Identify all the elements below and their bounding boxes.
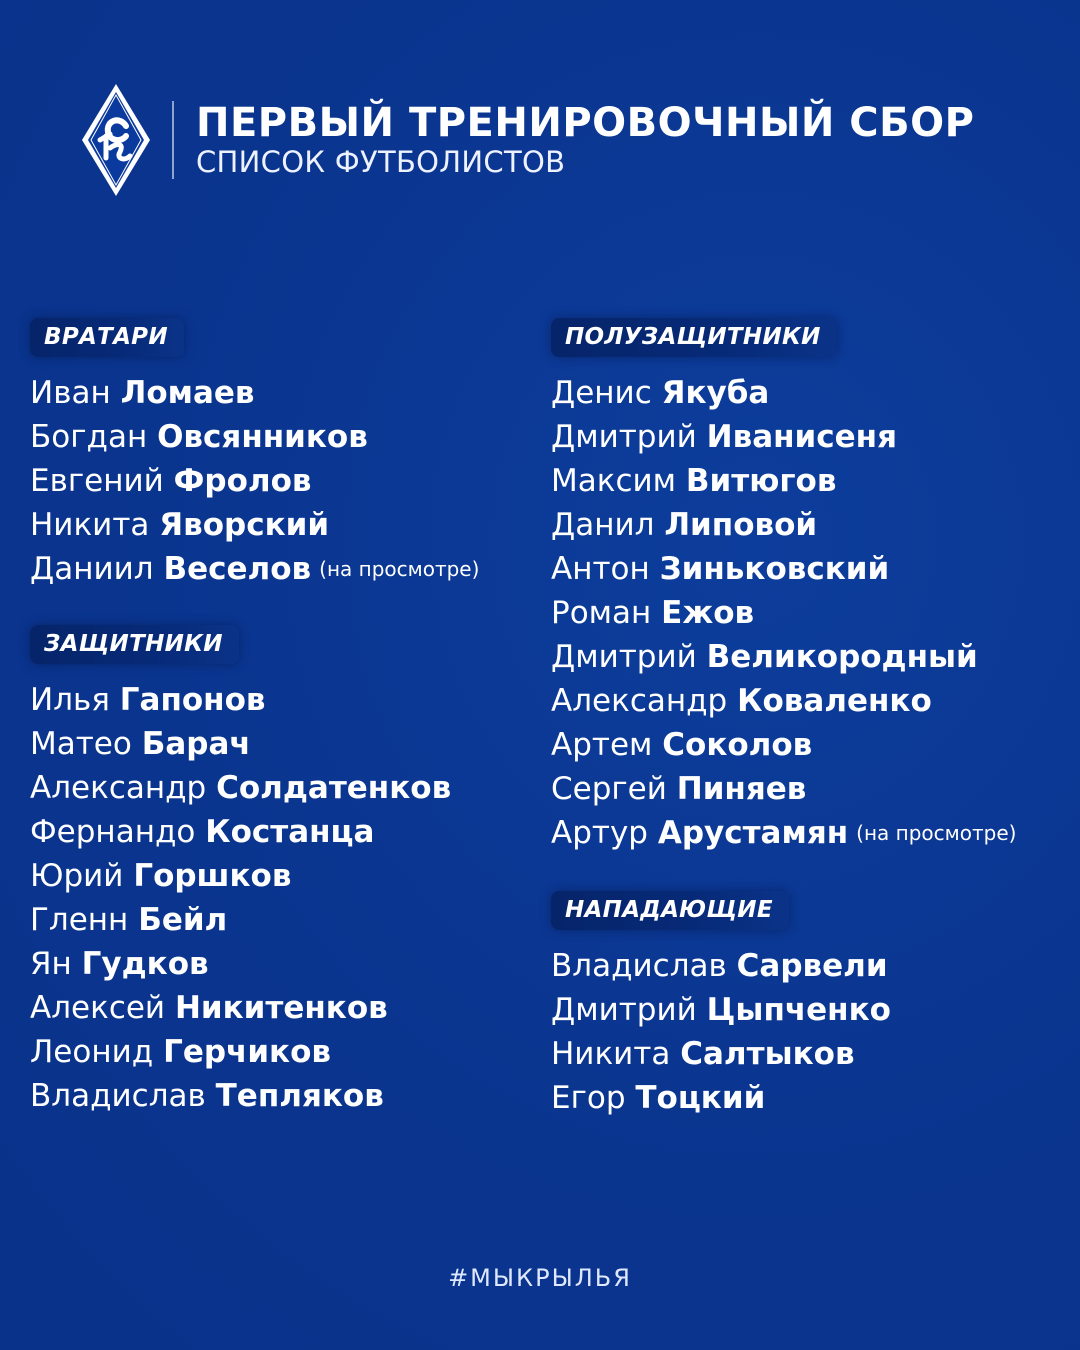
- player-row: Никита Салтыков: [551, 1036, 855, 1072]
- trial-note: (на просмотре): [319, 557, 480, 581]
- left-column: [30, 318, 479, 1118]
- player-row: Егор Тоцкий: [551, 1080, 766, 1116]
- player-row: Роман Ежов: [551, 595, 755, 631]
- player-row: Богдан Овсянников: [30, 419, 368, 455]
- player-row: Юрий Горшков: [30, 858, 292, 894]
- player-row: Александр Солдатенков: [30, 770, 452, 806]
- player-row: Иван Ломаев: [30, 375, 255, 411]
- section-forwards: [551, 891, 1016, 1120]
- section-badge-forwards: НАПАДАЮЩИЕ: [551, 891, 789, 930]
- player-row: Матео Барач: [30, 726, 251, 762]
- player-row: Алексей Никитенков: [30, 990, 388, 1026]
- player-row: Максим Витюгов: [551, 463, 837, 499]
- right-column: [551, 318, 1016, 1120]
- section-badge-defenders: ЗАЩИТНИКИ: [30, 625, 239, 664]
- player-row: Денис Якуба: [551, 375, 770, 411]
- goalkeepers-list: [30, 371, 479, 591]
- section-midfielders: [551, 318, 1016, 855]
- player-row: Артур Арустамян (на просмотре): [551, 815, 1017, 851]
- player-row: Дмитрий Цыпченко: [551, 992, 891, 1028]
- trial-note: (на просмотре): [856, 821, 1017, 845]
- section-goalkeepers: [30, 318, 479, 591]
- player-row: Данил Липовой: [551, 507, 818, 543]
- footer-hashtag: #МЫКРЫЛЬЯ: [448, 1264, 632, 1292]
- midfielders-list: [551, 371, 1016, 855]
- player-row: Артем Соколов: [551, 727, 813, 763]
- page-title: ПЕРВЫЙ ТРЕНИРОВОЧНЫЙ СБОР: [196, 100, 975, 146]
- player-row: Антон Зиньковский: [551, 551, 890, 587]
- player-row: Евгений Фролов: [30, 463, 312, 499]
- page-subtitle: СПИСОК ФУТБОЛИСТОВ: [196, 145, 566, 179]
- player-row: Дмитрий Великородный: [551, 639, 978, 675]
- club-logo-icon: [80, 82, 152, 198]
- header-divider: [172, 101, 174, 179]
- player-row: Илья Гапонов: [30, 682, 266, 718]
- player-row: Александр Коваленко: [551, 683, 932, 719]
- forwards-list: [551, 944, 1016, 1120]
- player-row: Ян Гудков: [30, 946, 209, 982]
- header: [80, 82, 974, 198]
- section-defenders: [30, 625, 479, 1118]
- player-row: Никита Яворский: [30, 507, 330, 543]
- player-row: Дмитрий Иванисеня: [551, 419, 898, 455]
- section-badge-goalkeepers: ВРАТАРИ: [30, 318, 184, 357]
- player-row: Сергей Пиняев: [551, 771, 807, 807]
- defenders-list: [30, 678, 479, 1118]
- player-row: Фернандо Костанца: [30, 814, 375, 850]
- player-row: Даниил Веселов (на просмотре): [30, 551, 480, 587]
- player-row: Владислав Тепляков: [30, 1078, 384, 1114]
- player-row: Гленн Бейл: [30, 902, 228, 938]
- player-row: Владислав Сарвели: [551, 948, 888, 984]
- player-row: Леонид Герчиков: [30, 1034, 331, 1070]
- section-badge-midfielders: ПОЛУЗАЩИТНИКИ: [551, 318, 837, 357]
